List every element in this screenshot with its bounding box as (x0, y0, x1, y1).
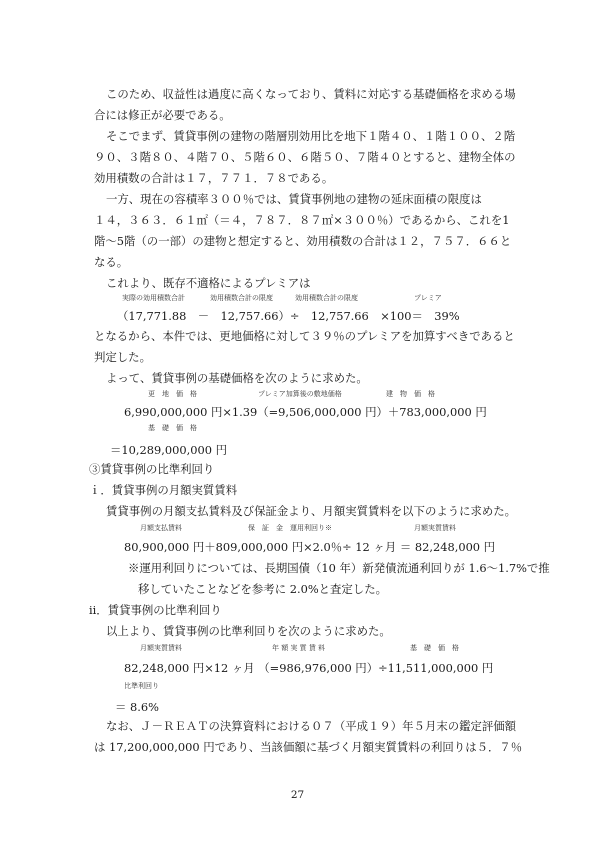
formula-label: 基 礎 価 格 (410, 644, 459, 652)
formula-label: 更 地 価 格 (148, 390, 197, 398)
section-heading: ③賃貸事例の比準利回り (89, 462, 215, 476)
body-text-line: ９０、３階８０、４階７０、５階６０、６階５０、７階４０とすると、建物全体の (94, 150, 516, 164)
body-text-line: なお、Ｊ－ＲＥＡＴの決算資料における０７（平成１９）年５月末の鑑定評価額 (106, 719, 517, 733)
body-text-line: 階～5階（の一部）の建物と想定すると、効用積数の合計は１２，７５７．６６と (94, 234, 512, 248)
formula-label: 保 証 金 (248, 524, 283, 532)
formula-label: プレミア加算後の敷地価格 (258, 390, 342, 398)
formula-result: ＝ 8.6% (115, 700, 159, 714)
note-line: 移していたことなどを参考に 2.0%と査定した。 (138, 582, 387, 596)
body-text-line: なる。 (94, 255, 129, 269)
body-text-line: は 17,200,000,000 円であり、当該価額に基づく月額実質賃料の利回りは５．７％ (94, 740, 523, 754)
formula-line: 6,990,000,000 円×1.39（=9,506,000,000 円）＋783,000,000 円 (124, 405, 487, 419)
formula-label: 実際の効用積数合計 (122, 294, 185, 302)
formula-line: 82,248,000 円×12 ヶ月 （=986,976,000 円）÷11,511,000,000 円 (124, 661, 494, 675)
formula-line: 80,900,000 円＋809,000,000 円×2.0％÷ 12 ヶ月 ＝ 82,248,000 円 (124, 540, 496, 554)
formula-label: 効用積数合計の限度 (210, 294, 273, 302)
body-text-line: 以上より、賃貸事例の比準利回りを次のように求めた。 (106, 624, 391, 638)
body-text-line: 賃貸事例の月額支払賃料及び保証金より、月額実質賃料を以下のように求めた。 (106, 504, 517, 518)
page-number: 27 (290, 789, 305, 801)
subsection-heading: ⅱ．賃貸事例の比準利回り (89, 603, 222, 617)
body-text-line: 一方、現在の容積率３００％では、賃貸事例地の建物の延床面積の限度は (106, 192, 482, 206)
formula-label: 建 物 価 格 (386, 390, 435, 398)
note-line: ※運用利回りについては、長期国債（10 年）新発債流通利回りが 1.6～1.7%で推 (128, 561, 550, 575)
body-text-line: 判定した。 (94, 350, 151, 364)
formula-label: 年 額 実 質 賃 料 (272, 644, 326, 652)
body-text-line: となるから、本件では、更地価格に対して３９％のプレミアを加算すべきであると (94, 329, 515, 343)
formula-label: 基 礎 価 格 (148, 424, 197, 432)
formula-label: 運用利回り※ (290, 524, 332, 532)
body-text-line: このため、収益性は過度に高くなっており、賃料に対応する基礎価格を求める場 (106, 87, 516, 101)
body-text-line: そこでまず、賃貸事例の建物の階層別効用比を地下１階４０、１階１００、２階 (106, 129, 516, 143)
body-text-line: 合には修正が必要である。 (94, 108, 231, 122)
body-text-line: よって、賃貸事例の基礎価格を次のように求めた。 (106, 371, 368, 385)
formula-label: 月額実質賃料 (414, 524, 456, 532)
formula-label: 月額実質賃料 (140, 644, 182, 652)
formula-label: 効用積数合計の限度 (295, 294, 358, 302)
formula-label: 比準利回り (124, 682, 159, 690)
formula-label: 月額支払賃料 (140, 524, 182, 532)
body-text-line: １４，３６３．６１㎡（＝４，７８７．８７㎡×３００％）であるから、これを1 (94, 213, 510, 227)
body-text-line: これより、既存不適格によるプレミアは (106, 276, 311, 290)
body-text-line: 効用積数の合計は１７，７７１．７８である。 (94, 171, 334, 185)
formula-label: プレミア (414, 294, 442, 302)
formula-result: ＝10,289,000,000 円 (110, 443, 227, 457)
subsection-heading: ｉ．賃貸事例の月額実質賃料 (89, 483, 238, 497)
formula-line: （17,771.88 － 12,757.66）÷ 12,757.66 ×100＝ 39% (117, 309, 460, 323)
